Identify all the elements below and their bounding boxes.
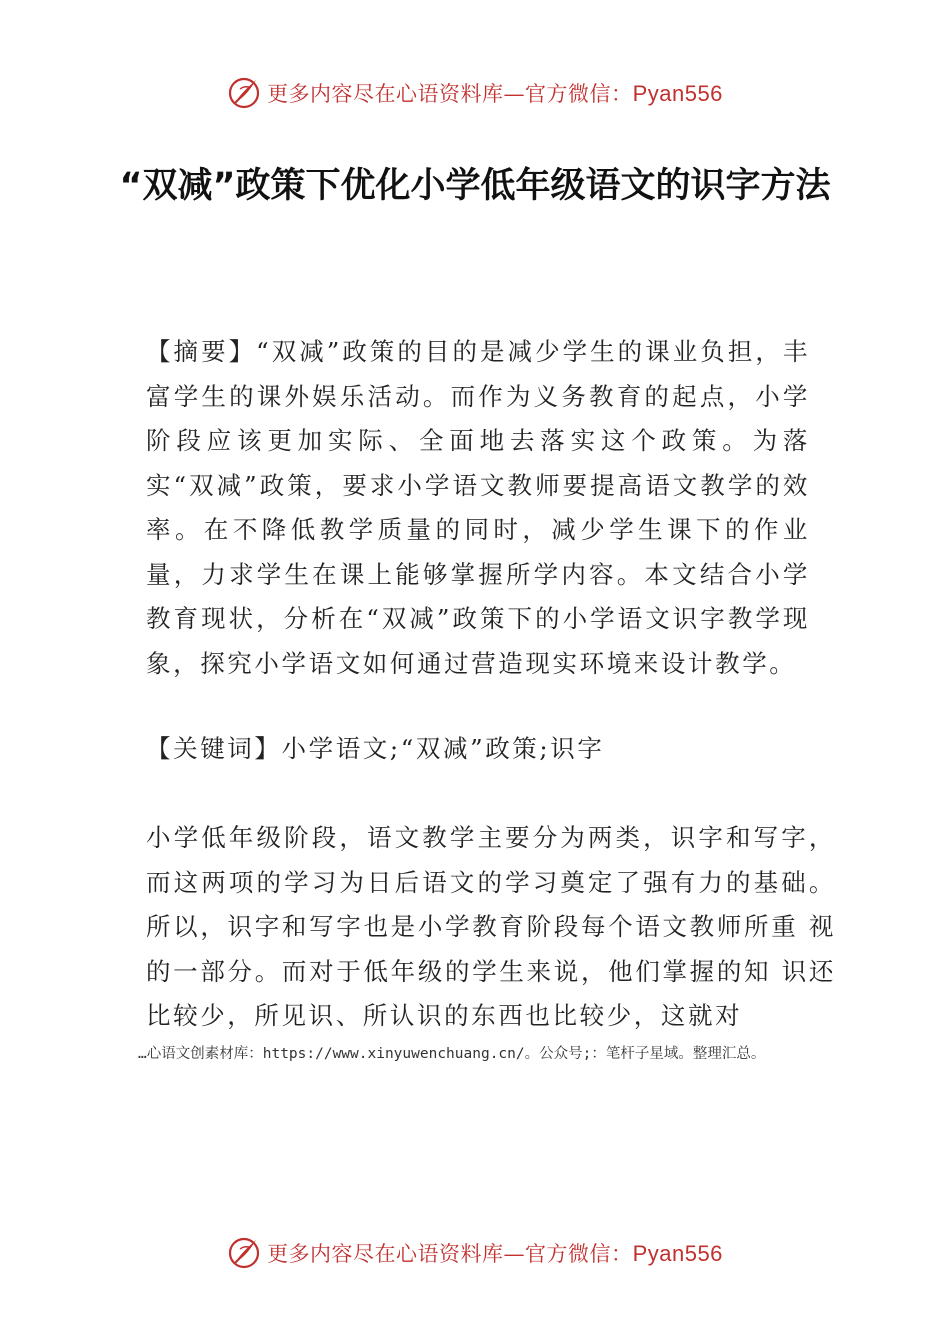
footer-banner-text — [267, 1238, 723, 1268]
header-banner-text — [267, 78, 723, 108]
header-wechat-id: Pyan556 — [632, 81, 723, 106]
body-paragraph: 小学低年级阶段，语文教学主要分为两类，识字和写字， 而这两项的学习为日后语文的学习奠定了强有力的基础。所以，识字和写字也是小学教育阶段每个语文教师所重 视的一部分。而对于低年级的学生来说，他们掌握的知 识还比较少，所见识、所认识的东西也比较少，这就对 — [146, 823, 836, 1030]
footer-wechat-id: Pyan556 — [632, 1241, 723, 1266]
document-title: “双减”政策下优化小学低年级语文的识字方法 — [119, 166, 831, 206]
footer-banner — [0, 1233, 950, 1273]
source-footnote: …心语文创素材库：https://www.xinyuwenchuang.cn/。公众号;：笔杆子星域。整理汇总。 — [138, 1046, 766, 1062]
abstract-paragraph: 【摘要】“双减”政策的目的是减少学生的课业负担，丰富学生的课外娱乐活动。而作为义务教育的起点，小学阶段应该更加实际、全面地去落实这个政策。为落实“双减”政策，要求小学语文教师要提高语文教学的效率。在不降低教学质量的同时，减少学生课下的作业量，力求学生在课上能够掌握所学内容。本文结合小学教育现状，分析在“双减”政策下的小学语文识字教学现象，探究小学语文如何通过营造现实环境来设计教学。 — [146, 337, 810, 678]
keywords-paragraph: 【关键词】小学语文;“双减”政策;识字 — [146, 734, 605, 763]
header-banner — [0, 73, 950, 113]
header-banner-label: 更多内容尽在心语资料库—官方微信： — [267, 82, 633, 106]
footer-banner-label: 更多内容尽在心语资料库—官方微信： — [267, 1242, 633, 1266]
quill-pen-logo-icon — [227, 76, 261, 110]
quill-pen-logo-icon — [227, 1236, 261, 1270]
